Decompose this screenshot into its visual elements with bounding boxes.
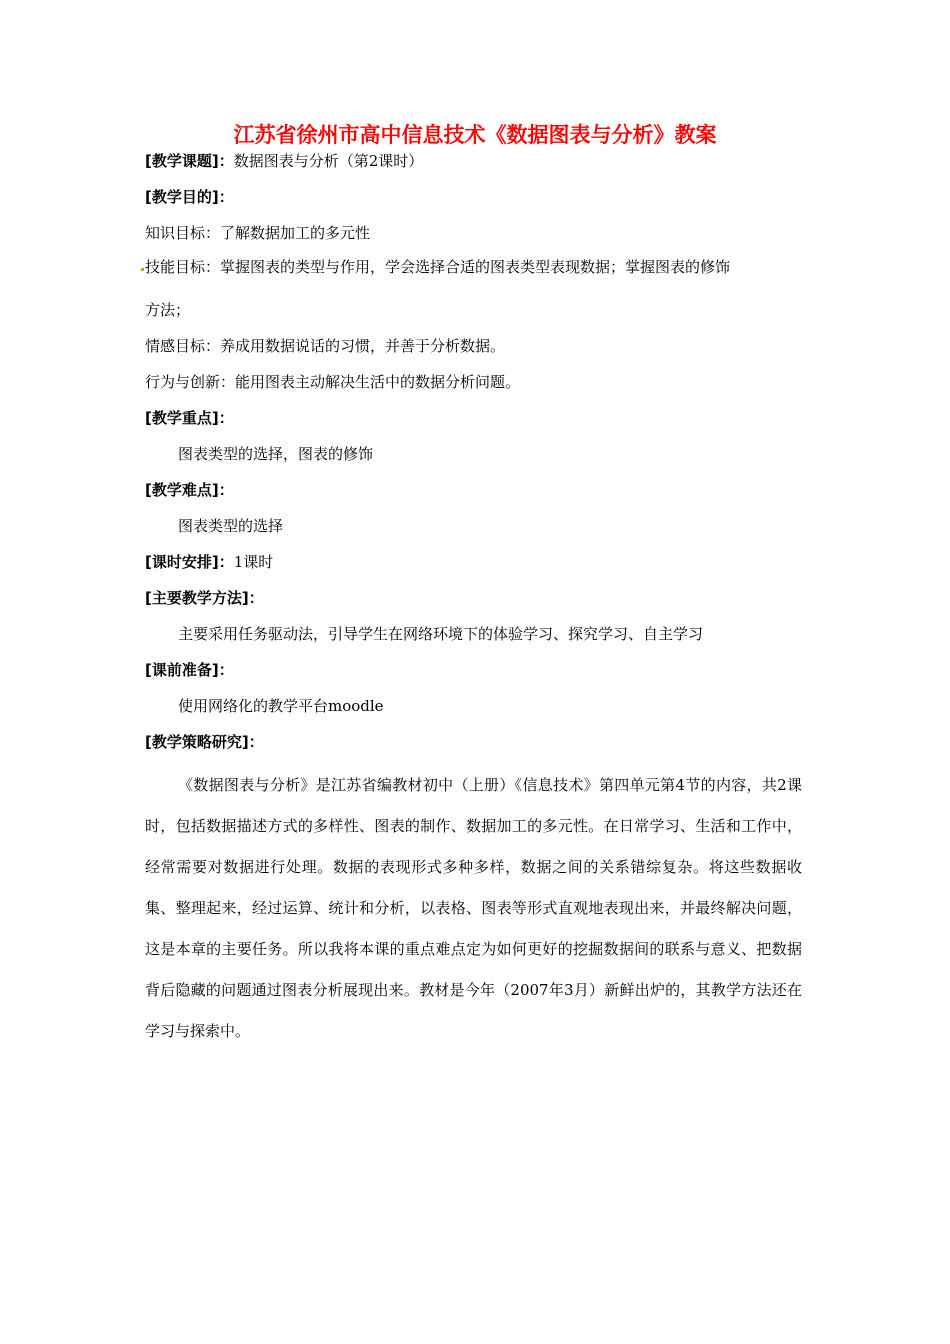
document-title: 江苏省徐州市高中信息技术《数据图表与分析》教案 bbox=[233, 123, 717, 147]
margin-marker bbox=[141, 268, 144, 271]
prep-heading: [课前准备]： bbox=[145, 661, 234, 679]
knowledge-goal: 知识目标：了解数据加工的多元性 bbox=[145, 224, 371, 242]
schedule-value: 1课时 bbox=[233, 553, 274, 571]
skill-goal-line-2: 方法； bbox=[145, 301, 191, 319]
schedule-line bbox=[145, 551, 273, 573]
strategy-paragraph: 《数据图表与分析》是江苏省编教材初中（上册）《信息技术》第四单元第4节的内容，共2课时，包括数据描述方式的多样性、图表的制作、数据加工的多元性。在日常学习、生活和工作中，经常需要对数据进行处理。数据的表现形式多种多样，数据之间的关系错综复杂。将这些数据收集、整理起来，经过运算、统计和分析，以表格、图表等形式直观地表现出来，并最终解决问题，这是本章的主要任务。所以我将本课的重点难点定为如何更好的挖掘数据间的联系与意义、把数据背后隐藏的问题通过图表分析展现出来。教材是今年（2007年3月）新鲜出炉的，其教学方法还在学习与探索中。 bbox=[145, 776, 802, 1040]
objective-heading: [教学目的]： bbox=[145, 188, 234, 206]
topic-label: [教学课题]： bbox=[145, 152, 234, 170]
strategy-heading: [教学策略研究]： bbox=[145, 733, 264, 751]
prep-value: 使用网络化的教学平台moodle bbox=[178, 697, 384, 715]
behavior-goal: 行为与创新：能用图表主动解决生活中的数据分析问题。 bbox=[145, 373, 521, 391]
method-heading: [主要教学方法]： bbox=[145, 589, 264, 607]
topic-line bbox=[145, 150, 423, 172]
skill-goal-line-1: 技能目标：掌握图表的类型与作用，学会选择合适的图表类型表现数据；掌握图表的修饰 bbox=[145, 258, 731, 276]
key-point-heading: [教学重点]： bbox=[145, 409, 234, 427]
difficulty-value: 图表类型的选择 bbox=[178, 517, 284, 535]
method-value: 主要采用任务驱动法，引导学生在网络环境下的体验学习、探究学习、自主学习 bbox=[178, 625, 704, 643]
topic-value: 数据图表与分析（第2课时） bbox=[233, 152, 424, 170]
key-point-value: 图表类型的选择，图表的修饰 bbox=[178, 445, 374, 463]
emotion-goal: 情感目标：养成用数据说话的习惯，并善于分析数据。 bbox=[145, 337, 506, 355]
schedule-label: [课时安排]： bbox=[145, 553, 234, 571]
difficulty-heading: [教学难点]： bbox=[145, 481, 234, 499]
